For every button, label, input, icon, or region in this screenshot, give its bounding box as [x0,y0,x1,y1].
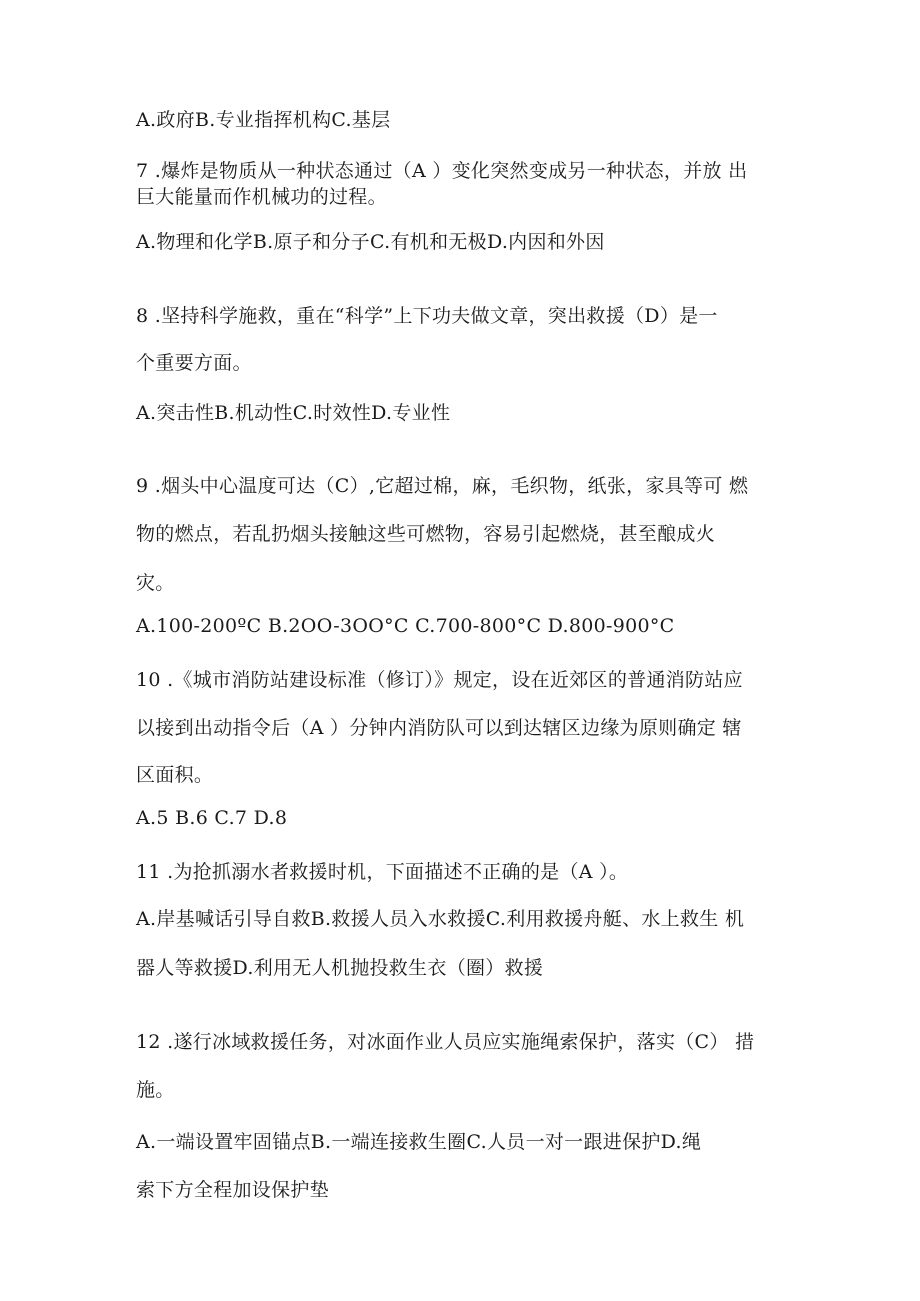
q12-options-line-2: 索下方全程加设保护垫 [136,1179,330,1201]
q9-stem-line-3: 灾。 [136,572,175,594]
q8-options: A.突击性B.机动性C.时效性D.专业性 [136,402,451,424]
q9-stem-line-1: 9 .烟头中心温度可达（C）,它超过棉，麻，毛织物，纸张，家具等可 燃 [136,475,749,497]
q11-stem: 11 .为抢抓溺水者救援时机，下面描述不正确的是（A ）。 [136,861,629,883]
q6-options: A.政府B.专业指挥机构C.基层 [136,109,391,131]
q7-stem-line-1: 7 .爆炸是物质从一种状态通过（A ）变化突然变成另一种状态，并放 出 [136,160,748,182]
q11-options-line-2: 器人等救援D.利用无人机抛投救生衣（圈）救援 [136,957,544,979]
q12-stem-line-1: 12 .遂行冰域救援任务，对冰面作业人员应实施绳索保护，落实（C） 措 [136,1031,755,1053]
q8-stem-line-1: 8 .坚持科学施救，重在“科学”上下功夫做文章，突出救援（D）是一 [136,305,718,327]
q10-options: A.5 B.6 C.7 D.8 [136,807,288,829]
q10-stem-line-1: 10 .《城市消防站建设标准（修订）》规定，设在近郊区的普通消防站应 [136,669,743,691]
q9-options: A.100-200ºC B.2OO-3OO°C C.700-800°C D.800-900°C [136,615,675,637]
q12-stem-line-2: 施。 [136,1079,175,1101]
q8-stem-line-2: 个重要方面。 [136,352,252,374]
q9-stem-line-2: 物的燃点，若乱扔烟头接触这些可燃物，容易引起燃烧，甚至酿成火 [136,523,716,545]
q10-stem-line-2: 以接到出动指令后（A ）分钟内消防队可以到达辖区边缘为原则确定 辖 [136,717,742,739]
q7-stem-line-2: 巨大能量而作机械功的过程。 [136,186,387,208]
q11-options-line-1: A.岸基喊话引导自救B.救援人员入水救援C.利用救援舟艇、水上救生 机 [136,908,745,930]
q7-options: A.物理和化学B.原子和分子C.有机和无极D.内因和外因 [136,231,605,253]
q12-options-line-1: A.一端设置牢固锚点B.一端连接救生圈C.人员一对一跟进保护D.绳 [136,1131,702,1153]
q10-stem-line-3: 区面积。 [136,764,214,786]
